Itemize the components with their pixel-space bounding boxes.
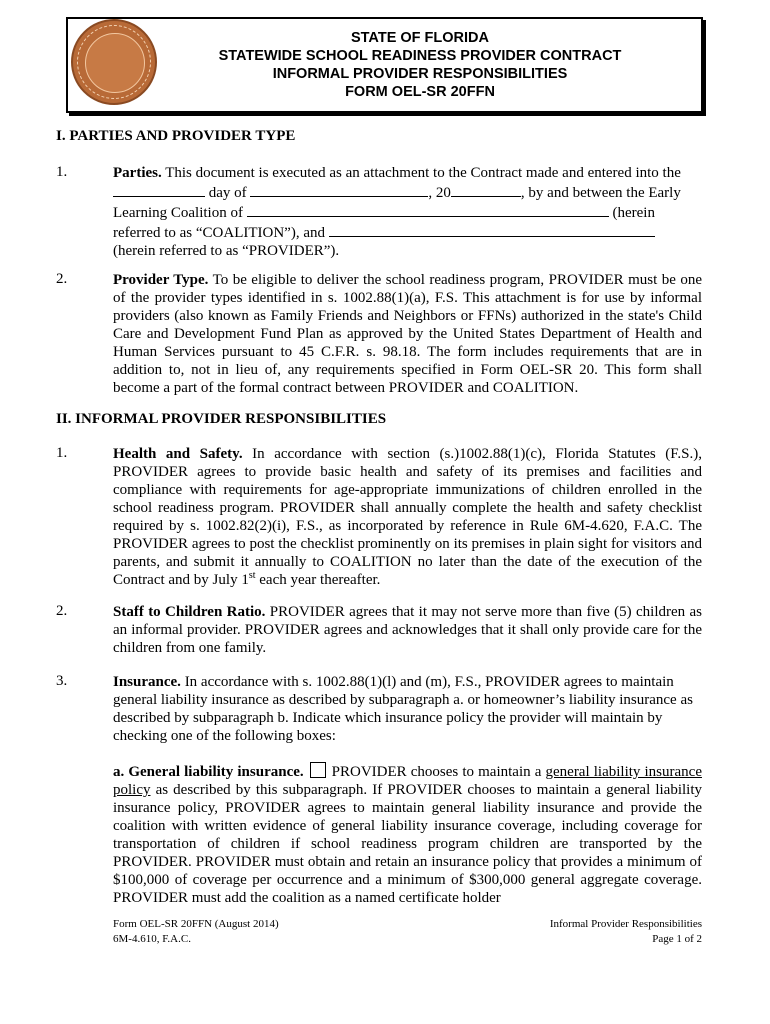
parties-text-b: day of bbox=[208, 185, 247, 201]
general-liability-policy-text: general liability insurance policy bbox=[113, 764, 702, 798]
section2-item1-number: 1. bbox=[56, 445, 68, 461]
parties-heading: Parties. bbox=[113, 165, 162, 181]
general-liability-checkbox[interactable] bbox=[310, 762, 326, 778]
staff-ratio-heading: Staff to Children Ratio. bbox=[113, 604, 266, 620]
general-liability-text-a: PROVIDER chooses to maintain a bbox=[331, 764, 542, 780]
header-titles bbox=[150, 29, 690, 101]
parties-text-e: Learning Coalition of bbox=[113, 205, 243, 221]
provider-type-heading: Provider Type. bbox=[113, 272, 209, 288]
parties-text-h: (herein referred to as “PROVIDER”). bbox=[113, 243, 340, 259]
provider-type-paragraph bbox=[113, 271, 702, 397]
general-liability-text-b: as described by this subparagraph. If PROVIDER chooses to maintain a general liability insurance policy, PROVIDER agrees to maintain general liability insurance and provide the coalition with written evidence of general liability insurance coverage, including coverage for transportation of children if school readiness program children are transported by the PROVIDER. PROVIDER must obtain and retain an insurance policy that provides a minimum of $100,000 of coverage per occurrence and a minimum of $300,000 general aggregate coverage. PROVIDER must add the coalition as a named certificate holder bbox=[113, 782, 702, 906]
parties-paragraph bbox=[113, 164, 702, 260]
parties-text-g: referred to as “COALITION”), and bbox=[113, 225, 325, 241]
parties-text-d: , by and between the Early bbox=[520, 185, 681, 201]
footer-page-number: Page 1 of 2 bbox=[652, 933, 702, 945]
footer-left bbox=[113, 917, 279, 947]
header-title-line2: STATEWIDE SCHOOL READINESS PROVIDER CONTRACT bbox=[218, 48, 622, 64]
provider-name-blank[interactable] bbox=[329, 222, 655, 237]
section1-item2-number: 2. bbox=[56, 271, 68, 287]
section2-item3-number: 3. bbox=[56, 673, 68, 689]
insurance-paragraph bbox=[113, 673, 702, 745]
footer-rule: 6M-4.610, F.A.C. bbox=[113, 933, 191, 945]
year-blank[interactable] bbox=[451, 182, 521, 197]
insurance-text: In accordance with s. 1002.88(1)(l) and (m), F.S., PROVIDER agrees to maintain general liability insurance as described by subparagraph a. or homeowner’s liability insurance as described by subparagraph b. Indicate which insurance policy the provider will maintain by checking one of the following boxes: bbox=[113, 674, 693, 744]
seal-center bbox=[85, 33, 145, 93]
section2-item2-number: 2. bbox=[56, 603, 68, 619]
header-title-line3: INFORMAL PROVIDER RESPONSIBILITIES bbox=[272, 66, 568, 82]
day-blank[interactable] bbox=[113, 182, 205, 197]
coalition-name-blank[interactable] bbox=[247, 202, 609, 217]
section2-title: II. INFORMAL PROVIDER RESPONSIBILITIES bbox=[56, 411, 387, 427]
staff-ratio-paragraph bbox=[113, 603, 702, 657]
health-safety-paragraph bbox=[113, 445, 702, 589]
staff-ratio-text: PROVIDER agrees that it may not serve more than five (5) children as an informal provider. PROVIDER agrees and acknowledges that it shall only provide care for the children from one family. bbox=[113, 604, 703, 656]
month-blank[interactable] bbox=[250, 182, 428, 197]
general-liability-paragraph bbox=[113, 762, 702, 907]
health-safety-text: In accordance with section (s.)1002.88(1)(c), Florida Statutes (F.S.), PROVIDER agrees to provide basic health and safety of its premises and facilities and compliance with requirements for age-appropriate immunizations of children enrolled in the school readiness program. PROVIDER shall annually complete the health and safety checklist required by s. 1002.82(2)(i), F.S., as incorporated by reference in Rule 6M-4.620, F.A.C. The PROVIDER agrees to post the checklist prominently on its premises in plain sight for visitors and parents, and submit it annually to COALITION no later than the date of the execution of the Contract and by July 1 bbox=[113, 446, 703, 588]
header-title-line1: STATE OF FLORIDA bbox=[350, 30, 489, 46]
footer-doc-title: Informal Provider Responsibilities bbox=[549, 918, 702, 930]
health-safety-sup: st bbox=[248, 570, 256, 581]
parties-text-a: This document is executed as an attachment to the Contract made and entered into the bbox=[165, 165, 681, 181]
insurance-heading: Insurance. bbox=[113, 674, 181, 690]
provider-type-text: To be eligible to deliver the school readiness program, PROVIDER must be one of the provider types identified in s. 1002.88(1)(a), F.S. This attachment is for use by informal providers (also known as Family Friends and Neighbors or FFNs) authorized in the state's Child Care and Development Fund Plan as approved by the United States Department of Health and Human Services pursuant to 45 C.F.R. s. 98.18. The form includes requirements that are in addition to, not in lieu of, any requirements specified in Form OEL-SR 20. This form shall become a part of the formal contract between PROVIDER and COALITION. bbox=[113, 272, 702, 396]
section1-title: I. PARTIES AND PROVIDER TYPE bbox=[56, 128, 296, 144]
footer-right bbox=[460, 917, 702, 947]
section1-item1-number: 1. bbox=[56, 164, 68, 180]
health-safety-heading: Health and Safety. bbox=[113, 446, 243, 462]
parties-text-c: , 20 bbox=[428, 185, 451, 201]
health-safety-text-end: each year thereafter. bbox=[255, 572, 381, 588]
general-liability-heading: a. General liability insurance. bbox=[113, 764, 304, 780]
footer-form-id: Form OEL-SR 20FFN (August 2014) bbox=[113, 918, 279, 930]
parties-text-f: (herein bbox=[612, 205, 655, 221]
state-seal-icon bbox=[71, 19, 157, 105]
header-title-line4: FORM OEL-SR 20FFN bbox=[345, 84, 495, 100]
